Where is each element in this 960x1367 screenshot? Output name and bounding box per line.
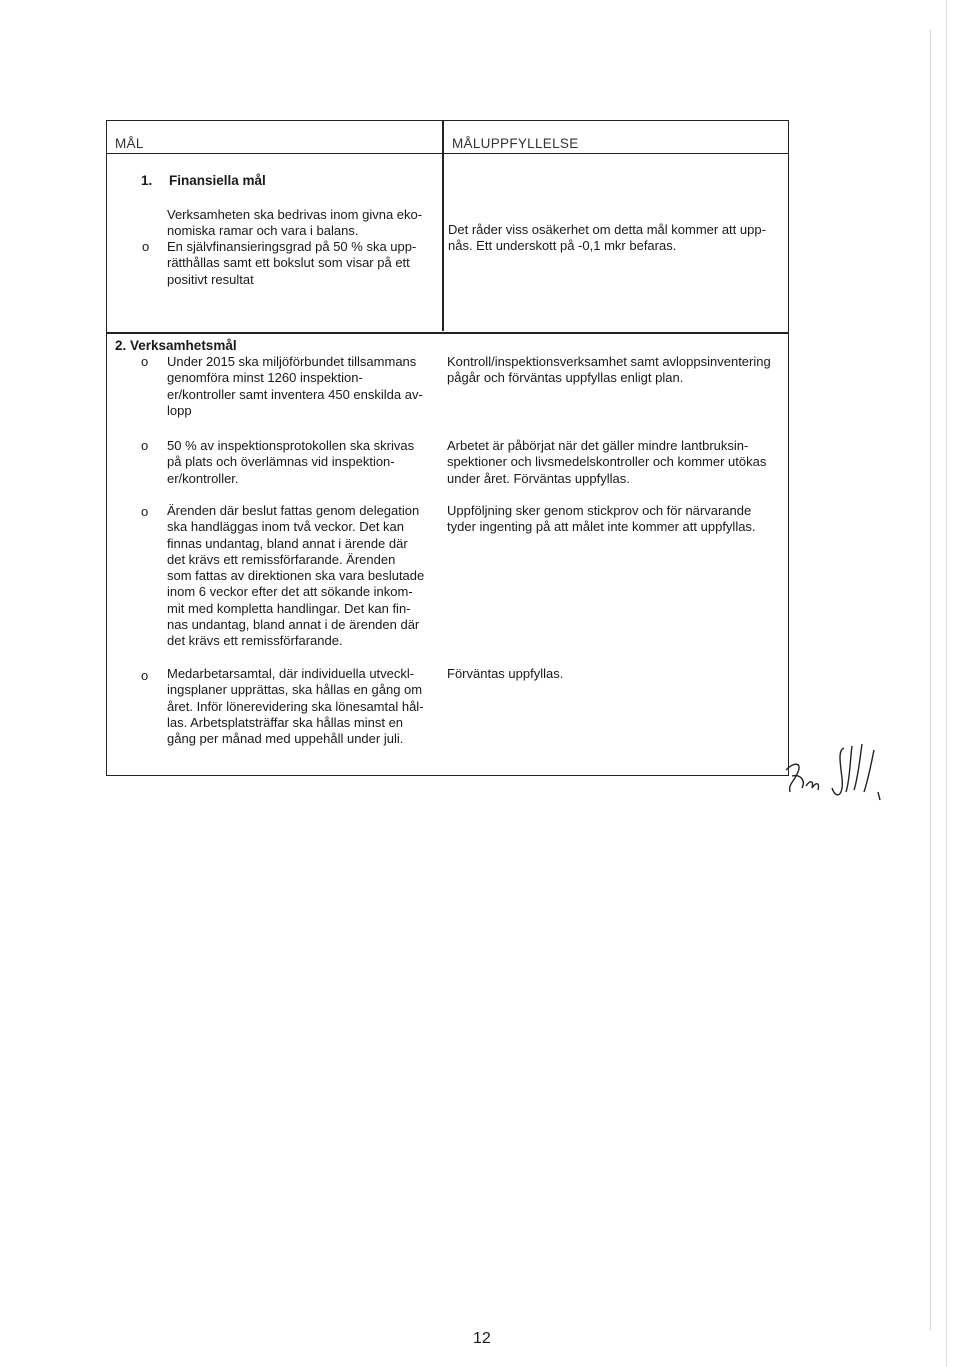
goals-table: [106, 120, 789, 776]
section2-goal3-fulfillment: Uppföljning sker genom stickprov och för närvarande tyder ingenting på att målet inte kommer att uppfyllas.: [447, 503, 756, 535]
section2-goal1-bullet: o: [141, 354, 149, 369]
header-fulfillment: MÅLUPPFYLLELSE: [452, 136, 579, 151]
section2-goal3-bullet: o: [141, 504, 149, 519]
handwritten-signature: [780, 740, 890, 820]
section2-goal3-text: Ärenden där beslut fattas genom delegation ska handläggas inom två veckor. Det kan finnas undantag, bland annat i ärende där det krävs ett remissförfarande. Ärenden som fattas av direktionen ska vara beslutade inom 6 veckor efter det att sökande inkom- mit med kompletta handlingar. Det kan fin- nas undantag, bland annat i de ärenden där det krävs ett remissförfarande.: [167, 503, 425, 649]
section2-goal4-fulfillment: Förväntas uppfyllas.: [447, 666, 564, 681]
section2-title: 2. Verksamhetsmål: [115, 338, 237, 353]
section2-goal1-fulfillment: Kontroll/inspektionsverksamhet samt avloppsinventering pågår och förväntas uppfyllas enligt plan.: [447, 354, 771, 386]
section2-goal1-text: Under 2015 ska miljöförbundet tillsammans genomföra minst 1260 inspektion- er/kontroller samt inventera 450 enskilda av- lopp: [167, 354, 423, 418]
section2-goal2-fulfillment: Arbetet är påbörjat när det gäller mindre lantbruksin- spektioner och livsmedelskontroller och kommer utökas under året. Förväntas uppfyllas.: [447, 438, 767, 486]
page-number: 12: [473, 1330, 491, 1347]
scan-edge-line-outer: [946, 0, 947, 1367]
scan-edge-line: [930, 30, 931, 1330]
section1-goal2-text: En självfinansieringsgrad på 50 % ska upp- rätthållas samt ett bokslut som visar på ett positivt resultat: [167, 239, 417, 287]
table-header-row: [107, 121, 788, 154]
column-divider: [442, 121, 444, 331]
section2-goal4-text: Medarbetarsamtal, där individuella utveckl- ingsplaner upprättas, ska hållas en gång om året. Inför lönerevidering ska lönesamtal hål- las. Arbetsplatsträffar ska hållas minst en gång per månad med uppehåll under juli.: [167, 666, 424, 747]
section1-goal1-text: Verksamheten ska bedrivas inom givna eko- nomiska ramar och vara i balans.: [167, 207, 423, 239]
section1-fulfillment: Det råder viss osäkerhet om detta mål kommer att upp- nås. Ett underskott på -0,1 mkr befaras.: [448, 222, 766, 254]
section1-goal2-bullet: o: [142, 239, 150, 254]
section2-goal2-bullet: o: [141, 438, 149, 453]
section-divider: [107, 332, 788, 334]
section1-number: 1.: [141, 173, 153, 188]
section2-goal4-bullet: o: [141, 668, 149, 683]
section2-goal2-text: 50 % av inspektionsprotokollen ska skrivas på plats och överlämnas vid inspektion- er/kontroller.: [167, 438, 415, 486]
section1-title: Finansiella mål: [169, 173, 266, 188]
header-goal: MÅL: [115, 136, 144, 151]
